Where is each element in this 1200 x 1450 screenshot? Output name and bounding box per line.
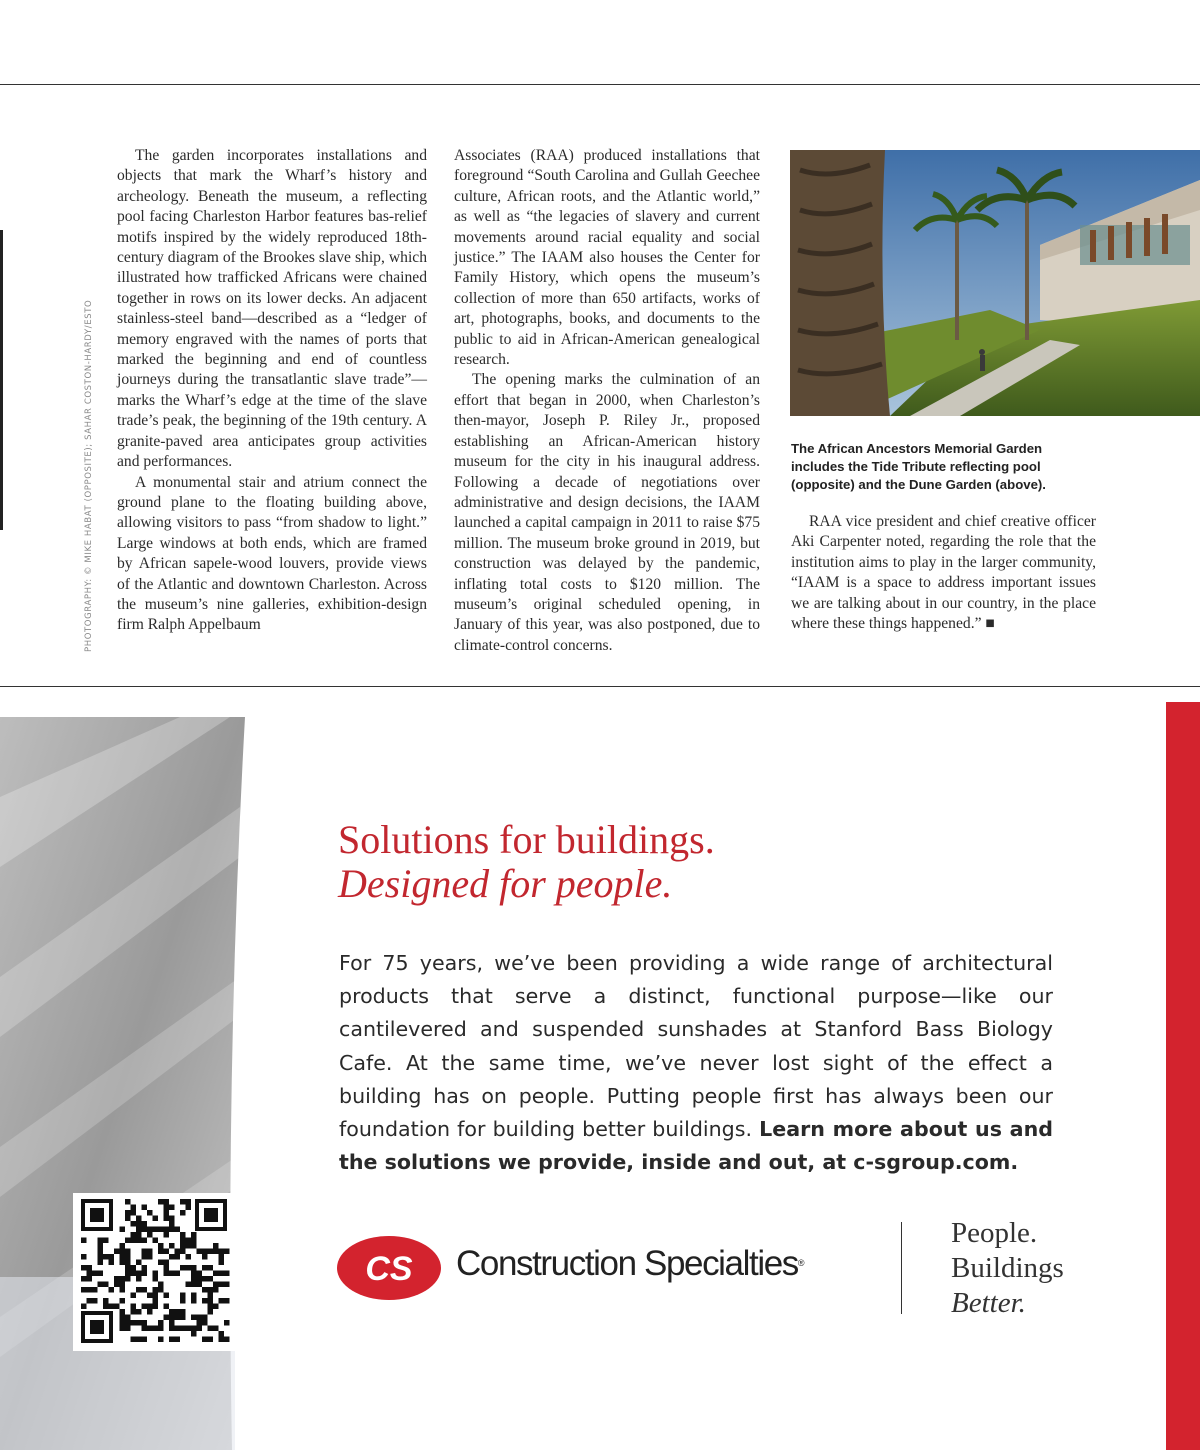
qr-module: [219, 1249, 225, 1255]
qr-module: [131, 1221, 137, 1227]
qr-module: [213, 1282, 219, 1288]
qr-module: [169, 1254, 175, 1260]
photo-caption: The African Ancestors Memorial Garden includes the Tide Tribute reflecting pool (opposite) and the Dune Garden (above).: [791, 441, 1046, 492]
qr-module: [175, 1337, 181, 1343]
qr-module: [153, 1271, 159, 1277]
qr-module: [219, 1282, 225, 1288]
qr-module: [180, 1238, 186, 1244]
qr-module: [197, 1315, 203, 1321]
qr-module: [213, 1326, 219, 1332]
qr-module: [125, 1315, 131, 1321]
qr-module: [136, 1260, 142, 1266]
qr-module: [197, 1282, 203, 1288]
qr-module: [131, 1232, 137, 1238]
qr-module: [136, 1287, 142, 1293]
qr-module: [92, 1298, 98, 1304]
qr-module: [175, 1271, 181, 1277]
qr-module: [219, 1337, 225, 1343]
qr-module: [197, 1276, 203, 1282]
qr-module: [125, 1254, 131, 1260]
qr-module: [208, 1293, 214, 1299]
qr-module: [120, 1309, 126, 1315]
section-rule: [0, 686, 1200, 687]
qr-module: [98, 1260, 104, 1266]
registered-mark: ®: [797, 1258, 805, 1268]
qr-module: [109, 1254, 115, 1260]
qr-module: [191, 1298, 197, 1304]
qr-module: [224, 1271, 230, 1277]
qr-module: [142, 1304, 148, 1310]
ad-body-regular: For 75 years, we’ve been providing a wide range of architectural products that serve a distinct, functional purpose—like our cantilevered and suspended sunshades at Stanford Bass Biology Cafe. At the same time, we’ve never lost sight of the effect a building has on people. Putting people first has always been our foundation for building better buildings.: [339, 951, 1053, 1142]
qr-module: [191, 1326, 197, 1332]
qr-module: [142, 1221, 148, 1227]
qr-module: [191, 1271, 197, 1277]
logo-divider: [901, 1222, 902, 1314]
qr-module: [120, 1249, 126, 1255]
qr-module: [197, 1249, 203, 1255]
qr-module: [224, 1337, 230, 1343]
qr-module: [136, 1337, 142, 1343]
qr-module: [147, 1227, 153, 1233]
qr-module: [131, 1293, 137, 1299]
article-column-1: [117, 146, 427, 636]
qr-module: [136, 1320, 142, 1326]
qr-module: [208, 1304, 214, 1310]
qr-module: [147, 1210, 153, 1216]
qr-module: [92, 1287, 98, 1293]
qr-module: [213, 1249, 219, 1255]
qr-module: [98, 1243, 104, 1249]
qr-module: [125, 1271, 131, 1277]
qr-module: [158, 1199, 164, 1205]
qr-module: [180, 1243, 186, 1249]
qr-module: [153, 1298, 159, 1304]
qr-module: [125, 1260, 131, 1266]
qr-module: [142, 1320, 148, 1326]
qr-module: [147, 1304, 153, 1310]
qr-module: [153, 1227, 159, 1233]
qr-module: [202, 1320, 208, 1326]
qr-module: [87, 1287, 93, 1293]
qr-module: [125, 1326, 131, 1332]
qr-module: [120, 1282, 126, 1288]
qr-module: [202, 1254, 208, 1260]
qr-module: [147, 1293, 153, 1299]
qr-module: [208, 1326, 214, 1332]
qr-module: [109, 1260, 115, 1266]
qr-module: [202, 1249, 208, 1255]
qr-module: [125, 1276, 131, 1282]
qr-module: [158, 1287, 164, 1293]
qr-module: [131, 1271, 137, 1277]
qr-module: [197, 1271, 203, 1277]
cs-logo-mark: CS: [365, 1250, 413, 1288]
qr-module: [103, 1254, 109, 1260]
qr-module: [175, 1309, 181, 1315]
qr-module: [136, 1309, 142, 1315]
qr-module: [169, 1271, 175, 1277]
qr-module: [180, 1326, 186, 1332]
qr-module: [208, 1287, 214, 1293]
qr-module: [169, 1227, 175, 1233]
brand-name-text: Construction Specialties: [456, 1244, 798, 1283]
qr-module: [202, 1298, 208, 1304]
qr-module: [125, 1199, 131, 1205]
qr-module: [169, 1309, 175, 1315]
qr-module: [136, 1276, 142, 1282]
qr-module: [147, 1326, 153, 1332]
qr-module: [81, 1254, 87, 1260]
qr-module: [136, 1221, 142, 1227]
qr-module: [180, 1293, 186, 1299]
qr-module: [164, 1293, 170, 1299]
qr-module: [114, 1276, 120, 1282]
qr-module: [191, 1238, 197, 1244]
ad-headline-line-2: Designed for people.: [338, 861, 673, 906]
qr-module: [180, 1309, 186, 1315]
qr-module: [180, 1210, 186, 1216]
qr-module: [169, 1221, 175, 1227]
qr-module: [103, 1298, 109, 1304]
qr-module: [197, 1320, 203, 1326]
article-column-2: [454, 146, 760, 656]
qr-module: [164, 1315, 170, 1321]
qr-module: [169, 1326, 175, 1332]
qr-module: [142, 1227, 148, 1233]
qr-module: [219, 1271, 225, 1277]
qr-module: [169, 1315, 175, 1321]
qr-module: [136, 1238, 142, 1244]
qr-module: [81, 1238, 87, 1244]
qr-module: [208, 1309, 214, 1315]
qr-module: [208, 1249, 214, 1255]
article-column-3: [791, 512, 1096, 634]
qr-module: [158, 1243, 164, 1249]
qr-module: [120, 1315, 126, 1321]
qr-module: [208, 1276, 214, 1282]
garden-photo: [790, 150, 1200, 416]
qr-module: [92, 1271, 98, 1277]
qr-module: [120, 1326, 126, 1332]
qr-module: [120, 1287, 126, 1293]
qr-module: [103, 1282, 109, 1288]
qr-module: [125, 1216, 131, 1222]
qr-module: [175, 1227, 181, 1233]
paragraph: A monumental stair and atrium connect the ground plane to the floating building above, allowing visitors to pass “from shadow to light.” Large windows at both ends, which are framed by African sapele-wood louvers, provide views of the Atlantic and downtown Charleston. Across the museum’s nine galleries, exhibition-design firm Ralph Appelbaum: [117, 473, 427, 634]
qr-module: [180, 1249, 186, 1255]
qr-module: [202, 1265, 208, 1271]
qr-module: [120, 1320, 126, 1326]
qr-module: [153, 1216, 159, 1222]
qr-module: [224, 1249, 230, 1255]
qr-module: [208, 1337, 214, 1343]
qr-module: [164, 1260, 170, 1266]
qr-module: [142, 1254, 148, 1260]
qr-module: [175, 1254, 181, 1260]
qr-code[interactable]: [73, 1193, 236, 1351]
qr-module: [191, 1276, 197, 1282]
qr-module: [175, 1315, 181, 1321]
qr-module: [103, 1238, 109, 1244]
qr-module: [109, 1304, 115, 1310]
brand-red-bar: [1166, 702, 1200, 1450]
qr-module: [175, 1249, 181, 1255]
qr-module: [186, 1205, 192, 1211]
qr-module: [180, 1298, 186, 1304]
qr-module: [219, 1298, 225, 1304]
qr-module: [131, 1265, 137, 1271]
qr-module: [169, 1320, 175, 1326]
qr-module: [142, 1205, 148, 1211]
qr-module: [114, 1304, 120, 1310]
qr-module: [147, 1232, 153, 1238]
qr-module: [153, 1293, 159, 1299]
qr-module: [153, 1238, 159, 1244]
qr-module: [180, 1199, 186, 1205]
qr-module: [213, 1287, 219, 1293]
qr-module: [224, 1282, 230, 1288]
qr-module: [142, 1271, 148, 1277]
qr-module: [131, 1320, 137, 1326]
qr-module: [219, 1254, 225, 1260]
qr-module: [98, 1282, 104, 1288]
qr-module: [164, 1304, 170, 1310]
cs-logo: [336, 1235, 442, 1301]
qr-module: [191, 1282, 197, 1288]
qr-module: [147, 1249, 153, 1255]
qr-module: [169, 1216, 175, 1222]
qr-code-icon: [73, 1193, 236, 1351]
qr-module: [120, 1254, 126, 1260]
qr-module: [98, 1238, 104, 1244]
qr-module: [120, 1243, 126, 1249]
qr-module: [208, 1298, 214, 1304]
qr-module: [164, 1271, 170, 1277]
qr-module: [191, 1293, 197, 1299]
paragraph: Associates (RAA) produced installations that foreground “South Carolina and Gullah Geechee culture, African roots, and the Atlantic world,” as well as “the legacies of slavery and current movements around racial equality and social justice.” The IAAM also houses the Center for Family History, which opens the museum’s collection of more than 650 artifacts, works of art, photographs, books, and documents to the public to aid in African-American genealogical research.: [454, 147, 760, 369]
qr-module: [136, 1227, 142, 1233]
qr-module: [153, 1287, 159, 1293]
qr-module: [120, 1260, 126, 1266]
qr-module: [87, 1265, 93, 1271]
qr-module: [87, 1271, 93, 1277]
qr-module: [191, 1331, 197, 1337]
qr-module: [131, 1309, 137, 1315]
qr-module: [158, 1320, 164, 1326]
qr-module: [175, 1326, 181, 1332]
qr-module: [191, 1243, 197, 1249]
qr-module: [202, 1276, 208, 1282]
qr-module: [186, 1282, 192, 1288]
qr-module: [125, 1238, 131, 1244]
qr-module: [213, 1243, 219, 1249]
qr-module: [120, 1298, 126, 1304]
qr-module: [180, 1265, 186, 1271]
qr-module: [131, 1205, 137, 1211]
qr-module: [224, 1320, 230, 1326]
qr-module: [103, 1304, 109, 1310]
qr-module: [224, 1298, 230, 1304]
qr-module: [164, 1205, 170, 1211]
ad-headline-line-1: Solutions for buildings.: [338, 817, 715, 862]
qr-module: [169, 1243, 175, 1249]
qr-module: [186, 1254, 192, 1260]
qr-module: [142, 1287, 148, 1293]
qr-module: [147, 1254, 153, 1260]
qr-module: [153, 1276, 159, 1282]
qr-module: [180, 1315, 186, 1321]
ad-body-copy: [339, 947, 1053, 1179]
qr-module: [213, 1271, 219, 1277]
photo-credit: PHOTOGRAPHY: © MIKE HABAT (OPPOSITE); SAHAR COSTON-HARDY/ESTO: [84, 299, 94, 652]
qr-module: [131, 1304, 137, 1310]
qr-module: [158, 1337, 164, 1343]
paragraph: The garden incorporates installations and objects that mark the Wharf’s history and archeology. Beneath the museum, a reflecting pool facing Charleston Harbor features bas-relief motifs inspired by the widely reproduced 18th-century diagram of the Brookes slave ship, which illustrated how trafficked Africans were chained together in rows on its lower decks. An adjacent stainless-steel band—described as a “ledger of memory engraved with the names of ports that marked the beginning and end of countless journeys during the transatlantic slave trade”—marks the Wharf’s edge at the time of the slave trade’s peak, the beginning of the 19th century. A granite-paved area anticipates group activities and performances.: [117, 147, 427, 471]
qr-module: [136, 1216, 142, 1222]
qr-module: [87, 1276, 93, 1282]
qr-module: [142, 1265, 148, 1271]
qr-module: [142, 1238, 148, 1244]
ad-headline: [338, 818, 715, 906]
qr-module: [81, 1287, 87, 1293]
qr-module: [164, 1249, 170, 1255]
qr-module: [169, 1205, 175, 1211]
qr-module: [81, 1276, 87, 1282]
qr-module: [164, 1232, 170, 1238]
qr-module: [147, 1309, 153, 1315]
qr-module: [114, 1249, 120, 1255]
qr-module: [136, 1232, 142, 1238]
tagline-line-1: People.: [951, 1217, 1038, 1249]
qr-module: [120, 1276, 126, 1282]
qr-module: [114, 1282, 120, 1288]
page-edge-mark: [0, 230, 3, 530]
qr-module: [98, 1249, 104, 1255]
qr-module: [125, 1249, 131, 1255]
qr-module: [202, 1287, 208, 1293]
qr-module: [81, 1304, 87, 1310]
qr-module: [219, 1331, 225, 1337]
qr-module: [158, 1227, 164, 1233]
qr-module: [191, 1315, 197, 1321]
qr-module: [191, 1265, 197, 1271]
qr-module: [125, 1320, 131, 1326]
qr-module: [131, 1238, 137, 1244]
qr-module: [164, 1227, 170, 1233]
brand-name: [456, 1244, 805, 1284]
qr-module: [169, 1337, 175, 1343]
qr-module: [125, 1265, 131, 1271]
qr-module: [202, 1337, 208, 1343]
qr-module: [142, 1337, 148, 1343]
top-rule: [0, 84, 1200, 85]
tagline-line-3: Better.: [951, 1287, 1026, 1319]
qr-module: [186, 1199, 192, 1205]
qr-module: [81, 1265, 87, 1271]
qr-module: [186, 1326, 192, 1332]
qr-module: [158, 1326, 164, 1332]
qr-module: [158, 1282, 164, 1288]
qr-module: [186, 1265, 192, 1271]
qr-module: [98, 1271, 104, 1277]
ad-body-call-to-action[interactable]: Learn more about us and the solutions we provide, inside and out, at c-sgroup.com.: [339, 1117, 1053, 1175]
qr-module: [213, 1304, 219, 1310]
qr-module: [180, 1232, 186, 1238]
qr-module: [208, 1265, 214, 1271]
qr-module: [120, 1227, 126, 1233]
qr-module: [131, 1210, 137, 1216]
qr-module: [164, 1210, 170, 1216]
qr-module: [186, 1243, 192, 1249]
paragraph: The opening marks the culmination of an effort that began in 2000, when Charleston’s then-mayor, Joseph P. Riley Jr., proposed establishing an African-American history museum for the city in his inaugural address. Following a decade of negotiations over administrative and design decisions, the IAAM launched a capital campaign in 2011 to raise $75 million. The museum broke ground in 2019, but construction was delayed by the pandemic, inflating total costs to $120 million. The museum’s original scheduled opening, in January of this year, was also postponed, due to climate-control concerns.: [454, 371, 760, 654]
qr-module: [164, 1265, 170, 1271]
qr-module: [153, 1326, 159, 1332]
garden-photo-illustration: [790, 150, 1200, 416]
qr-module: [202, 1315, 208, 1321]
qr-module: [131, 1337, 137, 1343]
qr-module: [186, 1238, 192, 1244]
qr-module: [158, 1260, 164, 1266]
qr-module: [98, 1254, 104, 1260]
qr-module: [87, 1298, 93, 1304]
tagline-line-2: Buildings: [951, 1252, 1064, 1284]
qr-module: [125, 1210, 131, 1216]
qr-module: [197, 1326, 203, 1332]
qr-module: [153, 1304, 159, 1310]
qr-module: [219, 1260, 225, 1266]
qr-module: [164, 1216, 170, 1222]
paragraph: RAA vice president and chief creative officer Aki Carpenter noted, regarding the role that the institution aims to play in the larger community, “IAAM is a space to address important issues we are talking about in our country, in the place where these things happened.” ■: [791, 513, 1096, 633]
qr-module: [136, 1271, 142, 1277]
qr-module: [142, 1249, 148, 1255]
qr-module: [191, 1232, 197, 1238]
qr-module: [142, 1326, 148, 1332]
qr-module: [164, 1199, 170, 1205]
qr-module: [109, 1287, 115, 1293]
qr-module: [158, 1249, 164, 1255]
tagline: [951, 1216, 1064, 1321]
